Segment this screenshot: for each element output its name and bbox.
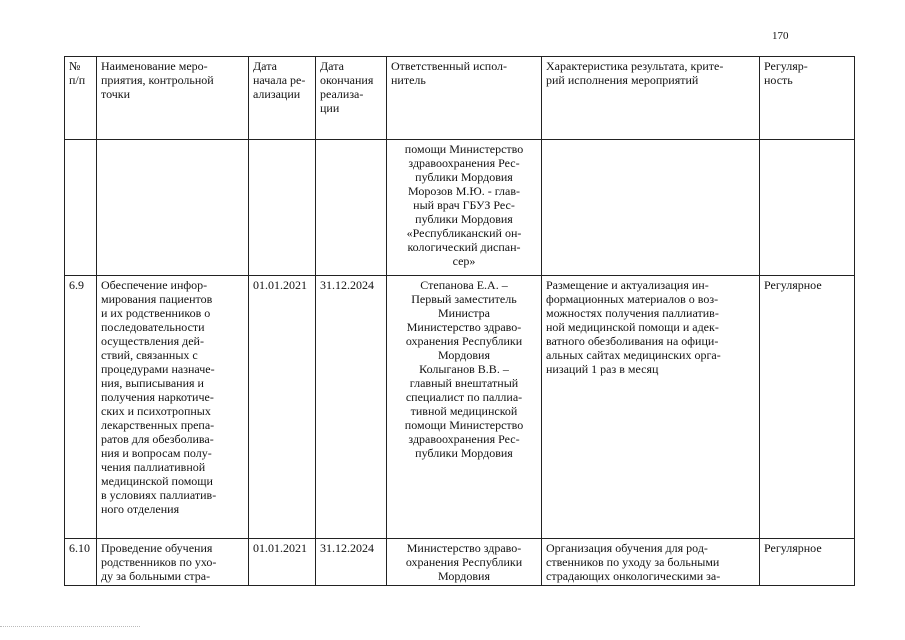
text-line: приятия, контрольной <box>101 73 214 87</box>
text-line: специалист по паллиа- <box>405 390 523 404</box>
header-start-date <box>249 57 316 140</box>
text-line: рий исполнения мероприятий <box>546 73 699 87</box>
text-line: кологический диспан- <box>407 240 521 254</box>
text-line: Первый заместитель <box>411 292 517 306</box>
text-line: формационных материалов о воз- <box>546 292 719 306</box>
row-name <box>97 276 249 539</box>
page-number: 170 <box>772 30 789 42</box>
table-header-row <box>65 57 855 140</box>
table-row <box>65 140 855 276</box>
text-line: «Республиканский он- <box>406 226 522 240</box>
text-line: главный внештатный <box>409 376 519 390</box>
row-name <box>97 539 249 586</box>
text-line: Степанова Е.А. – <box>420 278 508 292</box>
row-end-date: 31.12.2024 <box>316 539 387 586</box>
scan-artifact-line <box>0 626 140 633</box>
text-line: Министра <box>438 306 490 320</box>
text-line: окончания <box>320 73 374 87</box>
header-num <box>65 57 97 140</box>
text-line: Мордовия <box>438 569 490 583</box>
text-line: и их родственников о <box>101 306 211 320</box>
text-line: публики Мордовия <box>415 212 513 226</box>
text-line: страдающих онкологическими за- <box>546 569 721 583</box>
text-line: ного отделения <box>101 502 180 516</box>
text-line: Обеспечение инфор- <box>101 278 208 292</box>
text-line: Проведение обучения <box>101 541 213 555</box>
text-line: ватного обезболивания на офици- <box>546 334 719 348</box>
row-start-date: 01.01.2021 <box>249 276 316 539</box>
text-line: Дата <box>320 59 344 73</box>
header-result <box>542 57 760 140</box>
row-end-date <box>316 140 387 276</box>
text-line: альных сайтах медицинских орга- <box>546 348 721 362</box>
row-result <box>542 276 760 539</box>
row-regularity: Регулярное <box>760 276 855 539</box>
measures-table <box>64 56 855 586</box>
text-line: Колыганов В.В. – <box>419 362 509 376</box>
row-name <box>97 140 249 276</box>
table-row <box>65 539 855 586</box>
text-line: ции <box>320 101 340 115</box>
text-line: начала ре- <box>253 73 306 87</box>
text-line: Регуляр- <box>764 59 808 73</box>
header-end-date <box>316 57 387 140</box>
row-responsible <box>387 539 542 586</box>
text-line: ду за больными стра- <box>101 569 211 583</box>
row-num <box>65 140 97 276</box>
text-line: Министерство здраво- <box>406 541 522 555</box>
text-line: ственников по уходу за больными <box>546 555 720 569</box>
text-line: ализации <box>253 87 301 101</box>
row-result <box>542 539 760 586</box>
text-line: Организация обучения для род- <box>546 541 708 555</box>
header-responsible <box>387 57 542 140</box>
text-line: последовательности <box>101 320 205 334</box>
row-responsible <box>387 276 542 539</box>
text-line: охранения Республики <box>405 334 523 348</box>
text-line: нитель <box>391 73 426 87</box>
text-line: здравоохранения Рес- <box>408 156 520 170</box>
text-line: сер» <box>452 254 476 268</box>
row-num: 6.10 <box>65 539 97 586</box>
text-line: Министерство здраво- <box>406 320 522 334</box>
text-line: получения наркотиче- <box>101 390 214 404</box>
text-line: Характеристика результата, крите- <box>546 59 724 73</box>
text-line: Наименование меро- <box>101 59 208 73</box>
text-line: лекарственных препа- <box>101 418 215 432</box>
text-line: Мордовия <box>438 348 490 362</box>
text-line: охранения Республики <box>405 555 523 569</box>
text-line: № <box>69 59 81 73</box>
table-row <box>65 276 855 539</box>
text-line: мирования пациентов <box>101 292 213 306</box>
text-line: медицинской помощи <box>101 474 213 488</box>
row-result <box>542 140 760 276</box>
text-line: ный врач ГБУЗ Рес- <box>413 198 515 212</box>
text-line: Размещение и актуализация ин- <box>546 278 709 292</box>
text-line: Морозов М.Ю. - глав- <box>408 184 520 198</box>
text-line: ствий, связанных с <box>101 348 198 362</box>
text-line: здравоохранения Рес- <box>408 432 520 446</box>
row-end-date: 31.12.2024 <box>316 276 387 539</box>
row-start-date: 01.01.2021 <box>249 539 316 586</box>
text-line: точки <box>101 87 131 101</box>
text-line: реализа- <box>320 87 364 101</box>
text-line: помощи Министерство <box>404 418 524 432</box>
header-name <box>97 57 249 140</box>
text-line: ских и психотропных <box>101 404 211 418</box>
text-line: Дата <box>253 59 277 73</box>
text-line: родственников по ухо- <box>101 555 217 569</box>
text-line: ния и вопросам полу- <box>101 446 212 460</box>
row-regularity: Регулярное <box>760 539 855 586</box>
text-line: помощи Министерство <box>404 142 524 156</box>
text-line: публики Мордовия <box>415 446 513 460</box>
text-line: ния, выписывания и <box>101 376 204 390</box>
text-line: в условиях паллиатив- <box>101 488 217 502</box>
text-line: ратов для обезболива- <box>101 432 214 446</box>
text-line: Ответственный испол- <box>391 59 508 73</box>
text-line: чения паллиативной <box>101 460 206 474</box>
row-regularity <box>760 140 855 276</box>
text-line: низаций 1 раз в месяц <box>546 362 659 376</box>
row-num: 6.9 <box>65 276 97 539</box>
text-line: осуществления дей- <box>101 334 204 348</box>
row-start-date <box>249 140 316 276</box>
text-line: п/п <box>69 73 86 87</box>
text-line: процедурами назначе- <box>101 362 215 376</box>
text-line: публики Мордовия <box>415 170 513 184</box>
text-line: ной медицинской помощи и адек- <box>546 320 719 334</box>
text-line: тивной медицинской <box>410 404 518 418</box>
text-line: можностях получения паллиатив- <box>546 306 719 320</box>
row-responsible <box>387 140 542 276</box>
text-line: ность <box>764 73 793 87</box>
header-regularity <box>760 57 855 140</box>
